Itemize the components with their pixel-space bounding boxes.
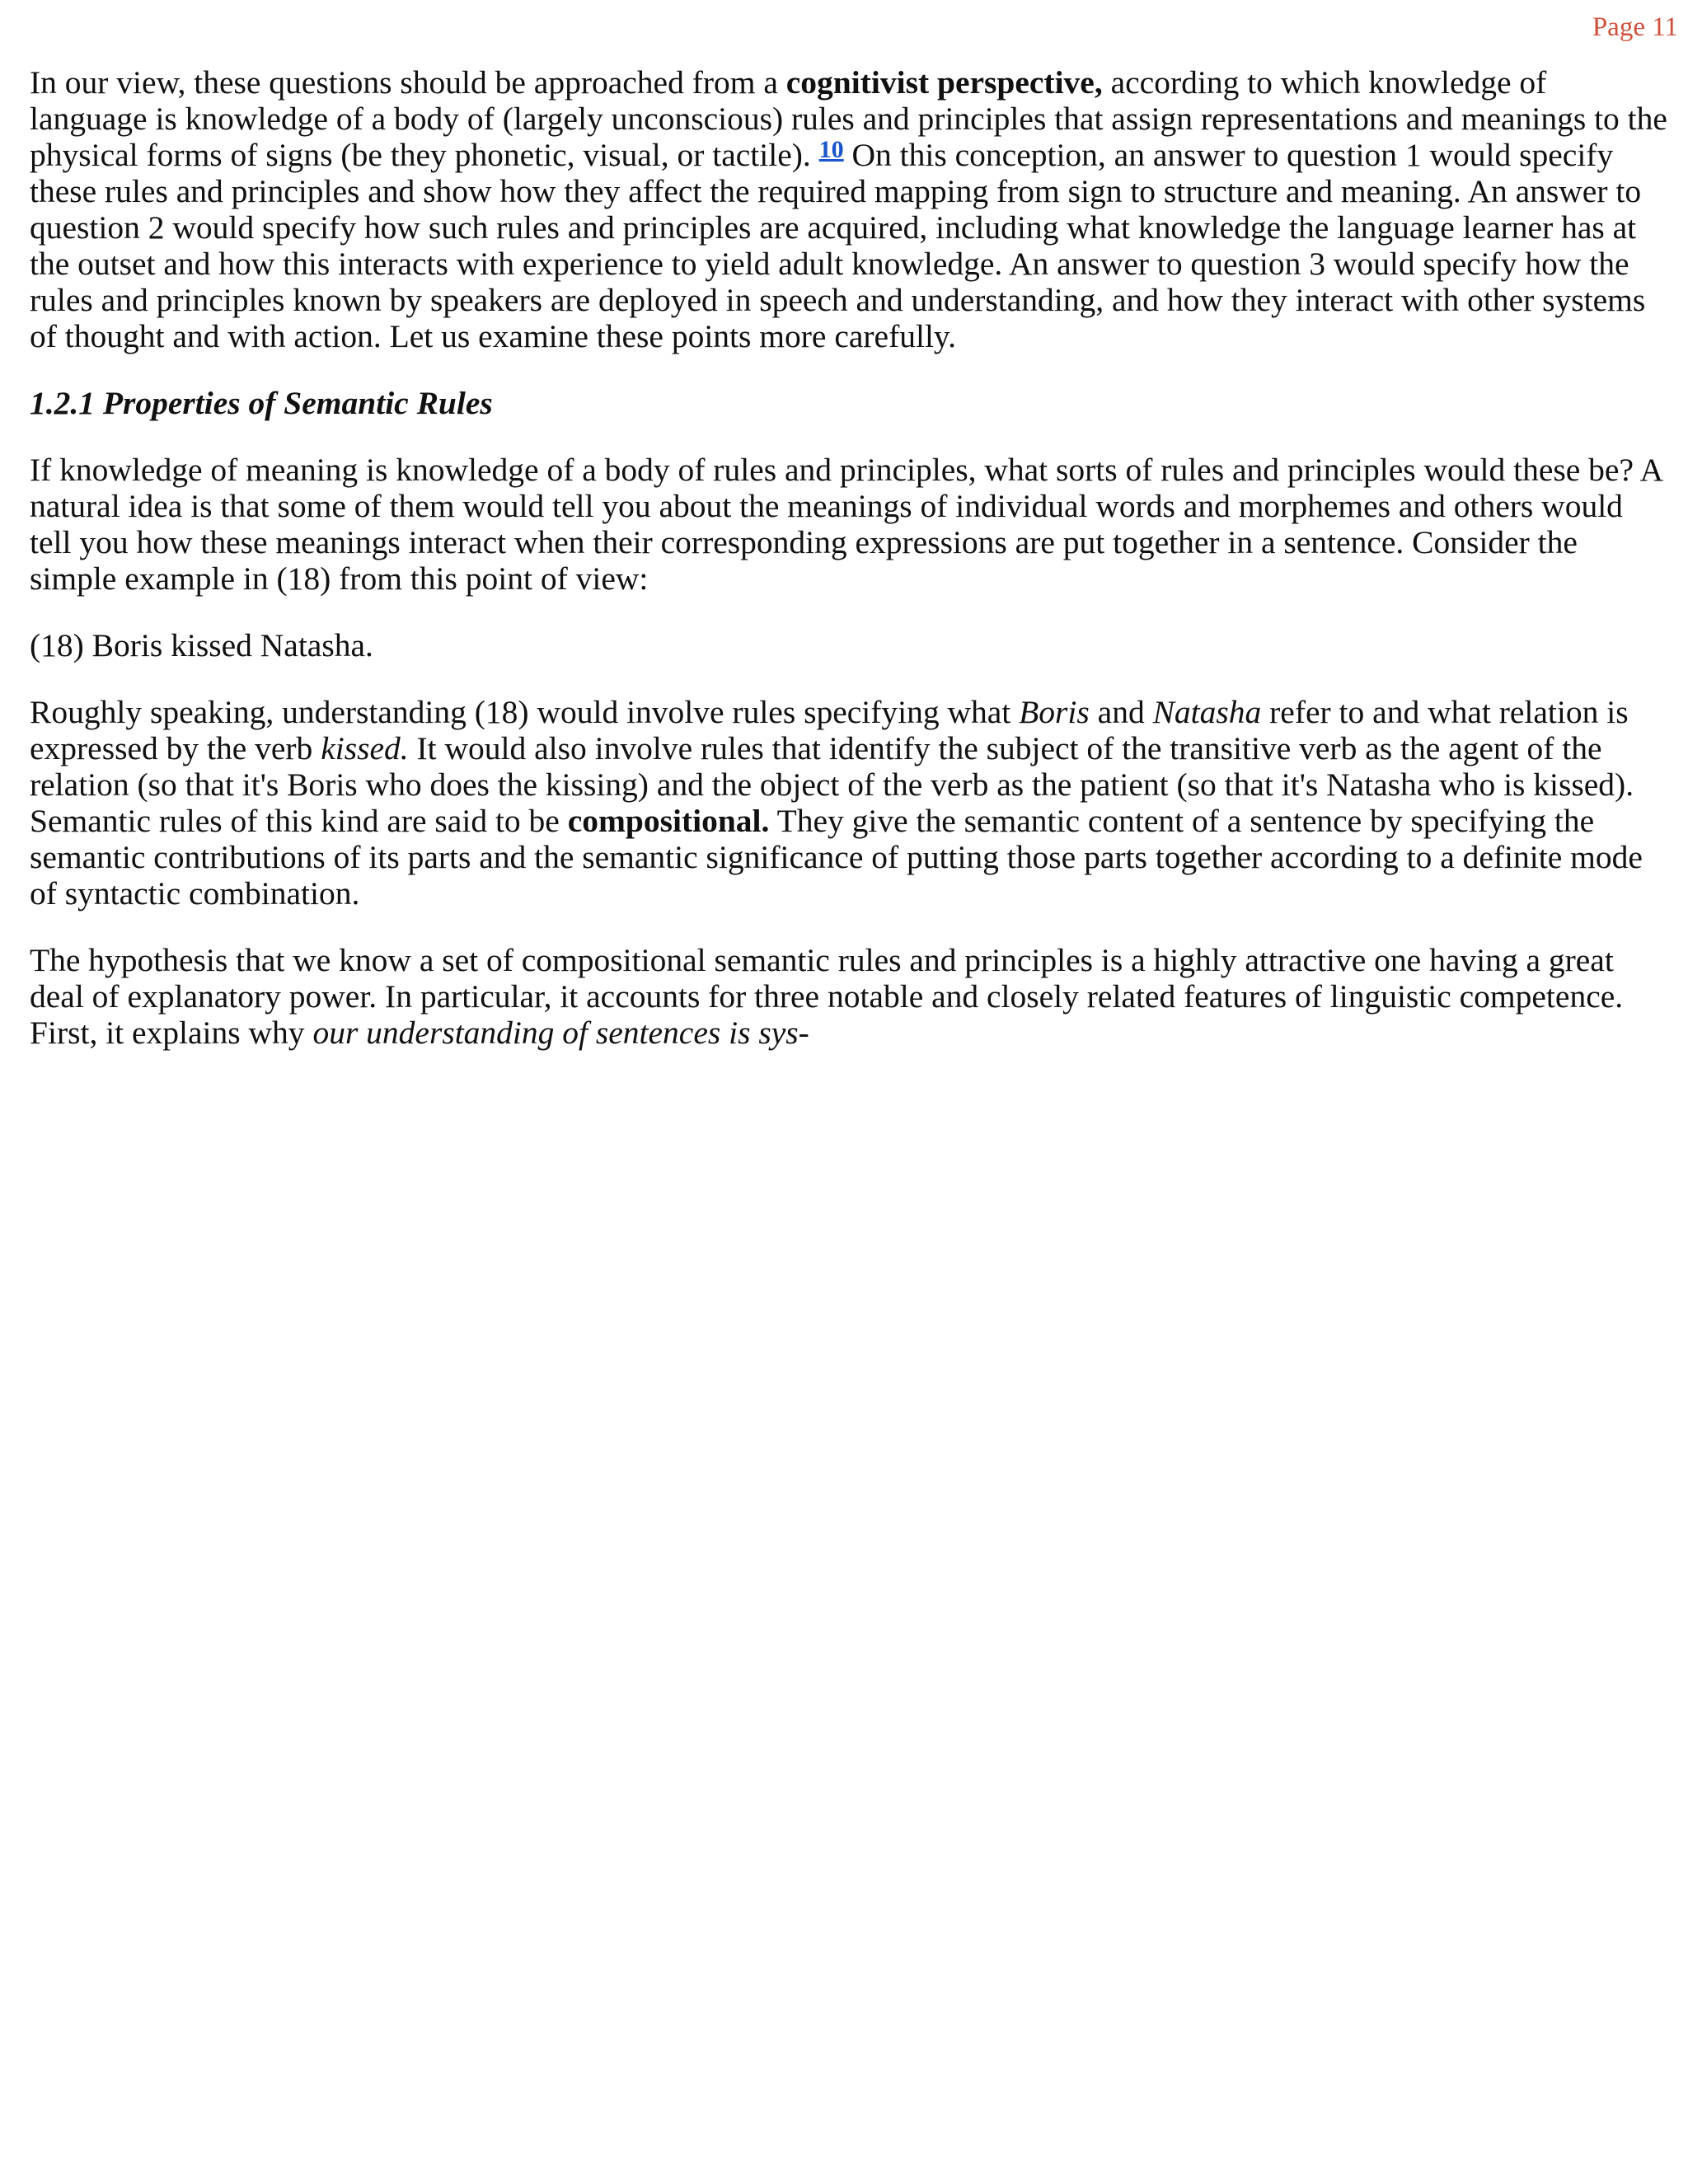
bold-term-cognitivist-perspective: cognitivist perspective, <box>785 64 1103 101</box>
text-run: and <box>1089 694 1153 730</box>
text-run: according to which knowledge of language is knowledge of a body of (largely unconscious) rules and principles that assign representations and meanings to the physical forms of signs (be they phonetic, visual, or tactile). <box>30 64 1667 173</box>
text-run: On this conception, an answer to question 1 would specify these rules and principles and show how they affect the required mapping from sign to structure and meaning. An answer to question 2 would specify how such rules and principles are acquired, including what knowledge the language learner has at the outset and how this interacts with experience to yield adult knowledge. An answer to question 3 would specify how the rules and principles known by speakers are deployed in speech and understanding, and how they interact with other systems of thought and with action. Let us examine these points more carefully. <box>30 137 1646 354</box>
bold-term-compositional: compositional. <box>567 803 770 839</box>
paragraph-hypothesis <box>30 942 1670 1051</box>
text-run: It would also involve rules that identify the subject of the transitive verb as the agent of the relation (so that it's Boris who does the kissing) and the object of the verb as the patient (so that it's Natasha who is kissed). Semantic rules of this kind are said to be <box>30 730 1634 839</box>
footnote-link-10[interactable]: 10 <box>818 136 844 163</box>
paragraph-semantic-rules: If knowledge of meaning is knowledge of a body of rules and principles, what sorts of rules and principles would these be? A natural idea is that some of them would tell you about the meanings of individual words and morphemes and others would tell you how these meanings interact when their corresponding expressions are put together in a sentence. Consider the simple example in (18) from this point of view: <box>30 452 1662 597</box>
italic-phrase-understanding: our understanding of sentences is sys- <box>312 1015 809 1051</box>
italic-term-boris: Boris <box>1019 694 1090 730</box>
text-run: The hypothesis that we know a set of compositional semantic rules and principles is a highly attractive one having a great deal of explanatory power. In particular, it accounts for three notable and closely related features of linguistic competence. First, it explains why <box>30 942 1624 1051</box>
paragraph-compositional <box>30 694 1670 912</box>
italic-term-kissed: kissed. <box>321 730 409 766</box>
text-run: Roughly speaking, understanding (18) would involve rules specifying what <box>30 694 1020 730</box>
text-run: They give the semantic content of a sentence by specifying the semantic contributions of its parts and the semantic significance of putting those parts together according to a definite mode of syntactic combination. <box>30 803 1643 912</box>
paragraph-cognitivist <box>30 64 1670 354</box>
page-number: Page 11 <box>1592 12 1678 42</box>
section-heading: 1.2.1 Properties of Semantic Rules <box>30 385 493 421</box>
text-run: In our view, these questions should be approached from a <box>30 64 786 101</box>
document-body <box>30 64 1670 1081</box>
italic-term-natasha: Natasha <box>1152 694 1262 730</box>
text-run: refer to and what relation is expressed by the verb <box>30 694 1629 766</box>
example-18: (18) Boris kissed Natasha. <box>30 627 373 663</box>
